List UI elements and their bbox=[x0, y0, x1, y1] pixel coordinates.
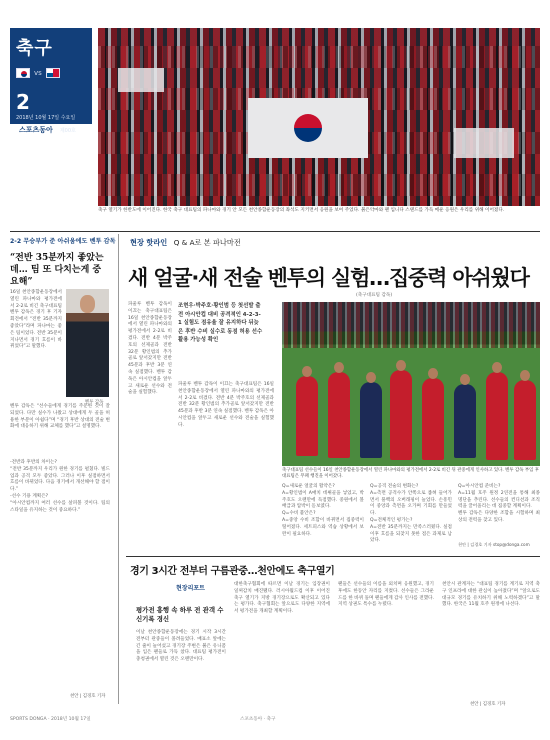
feature-tag-label: 현장 핫라인 bbox=[130, 238, 168, 247]
coach-photo-caption: 벤투 감독 bbox=[85, 400, 104, 405]
left-quote-headline: “전반 35분까지 좋았는데… 팀 또 다치는게 중요해” bbox=[10, 253, 104, 287]
footer-left: SPORTS DONGA · 2018년 10월 17일 bbox=[10, 717, 91, 722]
issue-number: 제00호 bbox=[59, 127, 76, 134]
footer-right: 스포츠동아 · 축구 bbox=[240, 717, 276, 722]
section-title: 축구 bbox=[16, 38, 53, 59]
top-photo-caption: 축구 열기가 한반도에 이어진다. 한국 축구 대표팀의 파나마와 경기 안 모든 천안종합운동장의 좌석도 지키면서 응원을 보여 주었다. 붉은악마와 팬 입니다 스탠드를 가득 메운 응원은 우리를 위해 이어졌다. bbox=[98, 208, 505, 213]
main-byline: 천안 | 김경호 기자 stop@donga.com bbox=[458, 542, 530, 547]
bottom-divider bbox=[126, 556, 540, 557]
stadium-crowd-photo bbox=[98, 28, 540, 206]
main-body-d: Q=아시안컵 준비는? A=11월 호주 원정 2연전을 통해 최종 명단을 추린다. 선수들의 컨디션과 조직력을 끌어올리는 데 집중할 계획이다. 벤투 감독은 다양한 조합을 시험하며 최상의 전력을 찾고 있다. bbox=[458, 484, 540, 523]
main-body-c: Q=공격 전술의 변화는? A=측면 공격수가 안쪽으로 좁혀 들어가면서 풀백의 오버래핑이 늘었다. 손흥민이 중앙과 측면을 오가며 기회를 만들었다. Q=전체적인 평가는? A=전반 35분까지는 만족스러웠다. 실점 이후 흐름을 되찾지 못한 점은 과제로 남았다. bbox=[370, 484, 452, 544]
brand-logo: 스포츠동아 bbox=[16, 125, 56, 135]
left-kicker: 2-2 무승부가 준 아쉬움에도 벤투 감독 bbox=[10, 238, 116, 245]
divider bbox=[10, 231, 540, 232]
feature-tag-sub: Q & A로 본 파나마전 bbox=[173, 238, 241, 247]
bottom-byline: 천안 | 김경호 기자 bbox=[470, 702, 506, 707]
page-number: 2 bbox=[16, 90, 30, 114]
section-header bbox=[10, 28, 92, 134]
column-divider bbox=[118, 234, 119, 704]
panama-flag-icon bbox=[46, 68, 60, 78]
left-body-3: -전반과 후반의 차이는? “전반 35분까지 우리가 원한 경기를 펼쳤다. 빌드업과 공격 모두 좋았다. 그러나 이후 실점하면서 흐름이 바뀌었다. 다음 경기에서 개선해야 할 점이다.” -선수 기용 계획은? “아시안컵까지 여러 선수를 살펴볼 것이다. 팀의 스타일을 유지하는 것이 중요하다.” bbox=[10, 460, 110, 513]
page-date: 2018년 10월 17일 수요일 bbox=[16, 115, 76, 121]
bottom-body-c: 팬들은 선수들의 이름을 외치며 응원했고, 경기 후에도 한동안 자리를 지켰다. 선수들은 그라운드를 한 바퀴 돌며 팬들에게 감사 인사를 전했다. 지역 상권도 특수를 누렸다. bbox=[338, 582, 434, 608]
team-photo-caption: 축구대표팀 선수들이 16일 천안종합운동장에서 열린 파나마와의 평가전에서 2-2로 비긴 뒤 관중에게 인사하고 있다. 벤투 감독 부임 후 대표팀은 무패 행진을 이어갔다. bbox=[282, 468, 540, 479]
bottom-headline: 경기 3시간 전부터 구름관중…천안에도 축구열기 bbox=[130, 566, 335, 577]
main-body-b: Q=새로운 얼굴의 활약은? A=황인범이 A매치 데뷔골을 넣었고, 박주호도 오랜만에 득점했다. 중원에서 볼 배급과 압박이 돋보였다. Q=수비 불안은? A=중앙 수비 조합이 바뀌면서 집중력이 떨어졌다. 세트피스와 역습 상황에서 보완이 필요하다. bbox=[282, 484, 364, 537]
main-headline: 새 얼굴·새 전술 벤투의 실험…집중력 아쉬웠다 bbox=[128, 266, 529, 290]
bottom-subhead: 평가전 흥행 속 하루 전 관객 수 신기록 경신 bbox=[136, 606, 224, 623]
headline-byline: (축구대표팀 감독) bbox=[356, 293, 393, 298]
left-body-2: 벤투 감독은 “선수들에게 경기를 주문한 것이 잘 되었다. 다만 실수가 나왔고 상대에게 두 골을 허용한 부분이 아쉽다”며 “경기 후반 상대의 전술 변화에 대응하기 위해 교체를 했다”고 설명했다. bbox=[10, 404, 110, 430]
bottom-body-a: 이날 천안종합운동장에는 경기 시작 3시간 전부터 관중들이 몰려들었다. 매표소 앞에는 긴 줄이 늘어섰고 경기장 주변은 붉은 유니폼을 입은 팬들로 가득 찼다. 대표팀 평가전이 충청권에서 열린 것은 오랜만이다. bbox=[136, 630, 226, 663]
left-byline: 천안 | 김경호 기자 bbox=[70, 694, 106, 699]
coach-photo bbox=[66, 289, 109, 397]
match-flags bbox=[16, 68, 86, 78]
brand-row bbox=[16, 125, 86, 135]
main-body-lead: 파울루 벤투 감독이 이끄는 축구대표팀은 16일 천안종합운동장에서 열린 파나마와의 평가전에서 2-2로 비겼다. 전반 4분 박주호의 선제골과 전반 32분 황인범의 추가골로 앞서갔지만 전반 45분과 후반 3분 연속 실점했다. 벤투 감독은 아시안컵을 앞두고 새로운 선수와 전술을 실험했다. bbox=[128, 302, 172, 396]
main-body-a: 파울루 벤투 감독이 이끄는 축구대표팀은 16일 천안종합운동장에서 열린 파나마와의 평가전에서 2-2로 비겼다. 전반 4분 박주호의 선제골과 전반 32분 황인범의 추가골로 앞서갔지만 전반 45분과 후반 3분 연속 실점했다. 벤투 감독은 아시안컵을 앞두고 새로운 선수와 전술을 실험했다. bbox=[178, 382, 274, 428]
korea-flag-icon bbox=[16, 68, 30, 78]
bottom-body-b: 대한축구협회에 따르면 이날 경기는 입장권이 일찌감치 매진됐다. 러시아월드컵 이후 이어진 축구 열기가 지방 경기장으로도 확산되고 있다는 평가다. 축구협회는 앞으로도 다양한 지역에서 평가전을 개최할 계획이다. bbox=[234, 582, 330, 615]
vs-label: vs bbox=[34, 69, 42, 77]
main-deck: 조현우·박주호·황인범 등 첫선발 출전 아시안컵 대비 공격적인 4-2-3-1 실험도 점유율 잘 유지하다 뒤늦은 후반 수비 실수로 동점 허용 선수 활용 가능성 확인 bbox=[178, 303, 263, 344]
team-photo bbox=[282, 302, 540, 466]
left-body-1: 16일 천안종합운동장에서 열린 파나마와 평가전에 서 2-2로 비긴 축구대표팀 벤투 감독은 경기 후 기자회견에서 “전반 35분까지 좋았다”라며 파나마는 좋은 팀이었다. 전반 35분이 지나면서 경기 흐름이 바뀌었다”고 말했다. bbox=[10, 290, 62, 350]
feature-tag bbox=[130, 238, 241, 248]
bottom-body-d: 천안시 관계자는 “대표팀 경기를 계기로 지역 축구 인프라에 대한 관심이 높아졌다”며 “앞으로도 대규모 경기를 유치하기 위해 노력하겠다”고 말했다. 한국은 11월 호주 원정에 나선다. bbox=[442, 582, 540, 608]
bottom-kicker: 현장리포트 bbox=[176, 585, 205, 592]
